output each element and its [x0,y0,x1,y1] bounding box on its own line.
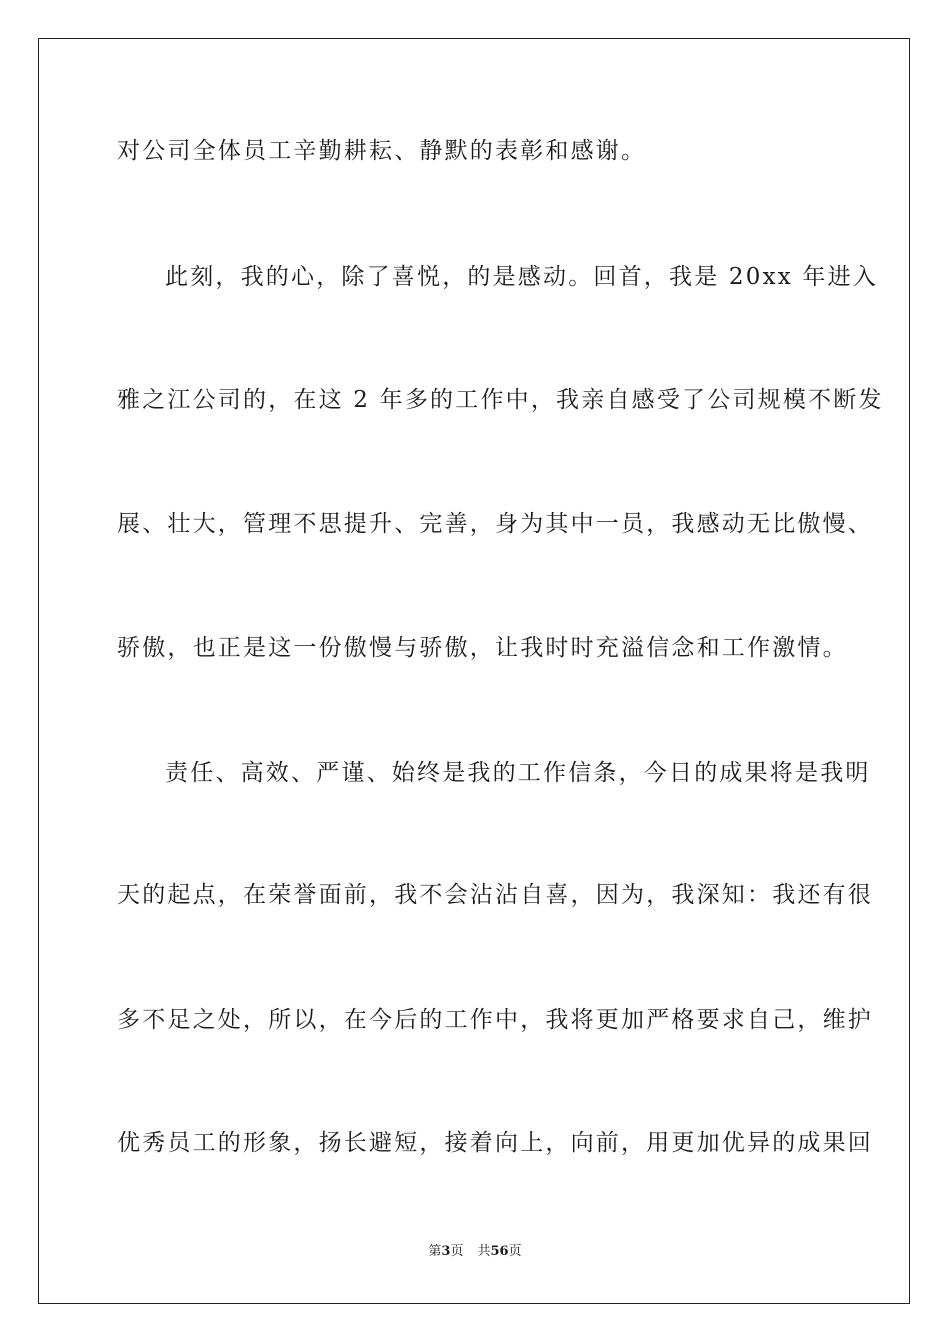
text-line: 骄傲，也正是这一份傲慢与骄傲，让我时时充溢信念和工作激情。 [117,635,848,661]
text-line: 多不足之处，所以，在今后的工作中，我将更加严格要求自己，维护 [117,1007,873,1033]
total-suffix: 页 [508,1244,522,1259]
text-line: 对公司全体员工辛勤耕耘、静默的表彰和感谢。 [117,138,647,164]
paragraph-first-line: 责任、高效、严谨、始终是我的工作信条，今日的成果将是我明 [165,760,871,786]
text-line: 优秀员工的形象，扬长避短，接着向上，向前，用更加优异的成果回 [117,1130,873,1156]
page-suffix: 页 [450,1244,464,1259]
total-prefix: 共 [477,1244,491,1259]
text-line: 展、壮大，管理不思提升、完善，身为其中一员，我感动无比傲慢、 [117,511,873,537]
text-line: 天的起点，在荣誉面前，我不会沾沾自喜，因为，我深知：我还有很 [117,882,873,908]
page-number: 3 [441,1244,451,1259]
paragraph-first-line: 此刻，我的心，除了喜悦，的是感动。回首，我是 20xx 年进入 [165,264,879,290]
page-border [38,38,910,1304]
page-prefix: 第 [428,1244,442,1259]
total-pages: 56 [490,1244,509,1259]
text-line: 雅之江公司的，在这 2 年多的工作中，我亲自感受了公司规模不断发 [117,387,884,413]
page-footer [0,1244,950,1260]
